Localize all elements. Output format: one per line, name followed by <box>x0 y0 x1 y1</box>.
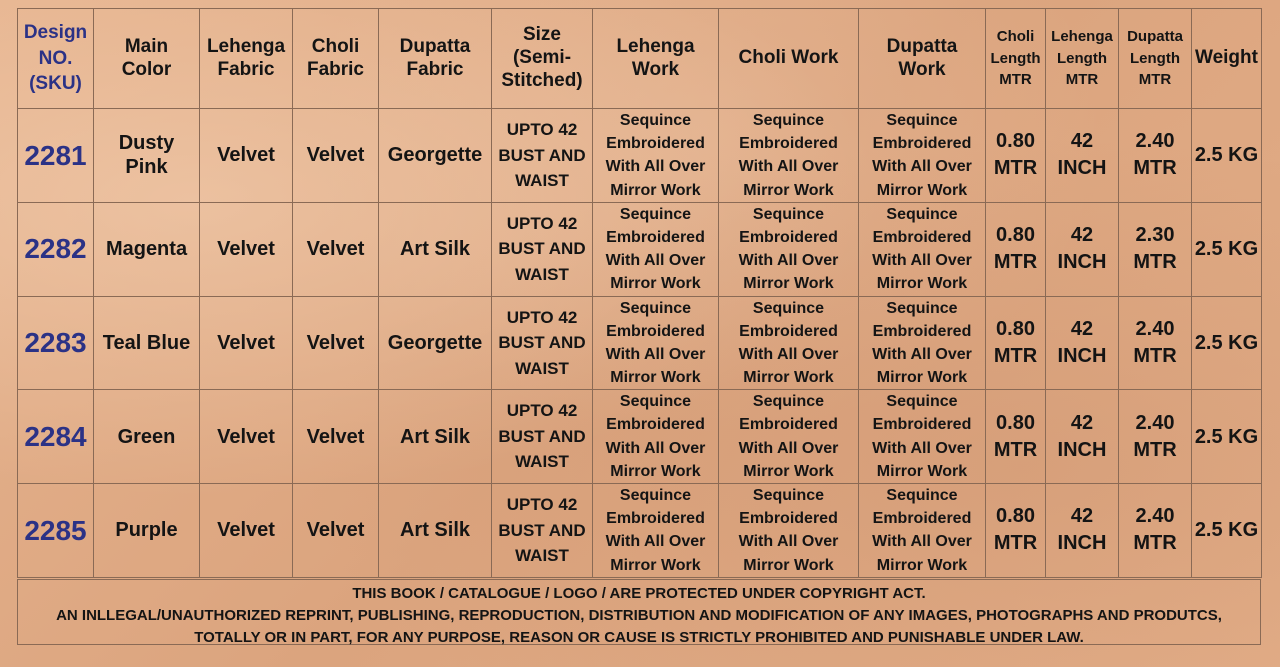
copyright-notice <box>17 579 1261 645</box>
header-choli-fabric: Choli Fabric <box>293 9 379 109</box>
cell-lehenga-work <box>593 390 719 484</box>
cell-choli-fabric <box>293 390 379 484</box>
cell-choli-work <box>719 296 859 390</box>
header-lehenga-work: Lehenga Work <box>593 9 719 109</box>
cell-text: 2.40 MTR <box>1133 317 1177 367</box>
cell-text: Sequince Embroidered With All Over Mirror Work <box>872 205 972 293</box>
cell-size <box>492 484 593 578</box>
cell-text: 42 INCH <box>1057 505 1107 555</box>
notice-line-3: TOTALLY OR IN PART, FOR ANY PURPOSE, REASON OR CAUSE IS STRICTLY PROHIBITED AND PUNISHABLE UNDER LAW. <box>194 628 1084 646</box>
header-lehenga-length: Lehenga Length MTR <box>1046 9 1119 109</box>
cell-text: Art Silk <box>399 425 471 448</box>
cell-text: Sequince Embroidered With All Over Mirror Work <box>872 299 972 387</box>
cell-text: 2285 <box>24 514 87 546</box>
cell-lehenga-fabric <box>200 390 293 484</box>
cell-text: Velvet <box>306 519 365 542</box>
cell-text: Velvet <box>217 519 275 542</box>
cell-dupatta-work <box>859 484 986 578</box>
cell-choli-work <box>719 390 859 484</box>
cell-text: 0.80 MTR <box>993 505 1038 555</box>
table-row <box>18 484 1262 578</box>
cell-dupatta-fabric <box>379 296 492 390</box>
header-design-no: Design NO. (SKU) <box>18 9 94 109</box>
header-choli-length: Choli Length MTR <box>986 9 1046 109</box>
cell-text: 0.80 MTR <box>993 317 1038 367</box>
cell-weight <box>1192 109 1262 203</box>
header-choli-work: Choli Work <box>719 9 859 109</box>
cell-text: 0.80 MTR <box>993 224 1038 274</box>
header-lehenga-fabric: Lehenga Fabric <box>200 9 293 109</box>
cell-weight <box>1192 390 1262 484</box>
cell-choli-length <box>986 109 1046 203</box>
cell-dupatta-work <box>859 202 986 296</box>
cell-text: 2.5 KG <box>1194 425 1259 448</box>
cell-text: UPTO 42 BUST AND WAIST <box>498 213 586 284</box>
cell-main-color <box>94 109 200 203</box>
cell-text: Sequince Embroidered With All Over Mirror Work <box>872 112 972 199</box>
cell-text: 42 INCH <box>1057 411 1107 461</box>
cell-dupatta-work <box>859 296 986 390</box>
cell-text: Teal Blue <box>102 331 191 354</box>
cell-lehenga-work <box>593 109 719 203</box>
cell-text: Georgette <box>387 144 483 167</box>
cell-dupatta-length <box>1119 296 1192 390</box>
cell-text: 2283 <box>24 327 87 359</box>
cell-text: Sequince Embroidered With All Over Mirror Work <box>738 299 839 387</box>
header-size: Size (Semi- Stitched) <box>492 9 593 109</box>
product-spec-table <box>17 8 1262 578</box>
cell-text: Sequince Embroidered With All Over Mirror Work <box>605 393 706 480</box>
cell-lehenga-work <box>593 484 719 578</box>
cell-design-no <box>18 484 94 578</box>
cell-text: Velvet <box>306 331 365 354</box>
cell-text: 42 INCH <box>1057 224 1107 274</box>
cell-main-color <box>94 390 200 484</box>
cell-text: 2282 <box>24 233 87 265</box>
cell-main-color <box>94 202 200 296</box>
cell-text: Sequince Embroidered With All Over Mirror Work <box>605 112 706 199</box>
cell-text: 2.5 KG <box>1194 331 1259 354</box>
cell-choli-work <box>719 109 859 203</box>
cell-lehenga-fabric <box>200 109 293 203</box>
header-main-color: Main Color <box>94 9 200 109</box>
cell-text: UPTO 42 BUST AND WAIST <box>498 495 586 566</box>
cell-choli-length <box>986 296 1046 390</box>
cell-lehenga-work <box>593 296 719 390</box>
cell-choli-length <box>986 202 1046 296</box>
cell-text: Georgette <box>387 331 483 354</box>
cell-choli-length <box>986 484 1046 578</box>
notice-line-1: THIS BOOK / CATALOGUE / LOGO / ARE PROTECTED UNDER COPYRIGHT ACT. <box>352 585 926 602</box>
cell-lehenga-length <box>1046 390 1119 484</box>
cell-text: UPTO 42 BUST AND WAIST <box>498 120 586 191</box>
cell-weight <box>1192 484 1262 578</box>
cell-dupatta-length <box>1119 484 1192 578</box>
notice-line-2: AN INLLEGAL/UNAUTHORIZED REPRINT, PUBLISHING, REPRODUCTION, DISTRIBUTION AND MODIFICATION OF ANY IMAGES, PHOTOGRAPHS AND PRODUTCS, <box>56 606 1222 624</box>
cell-choli-length <box>986 390 1046 484</box>
header-dupatta-work: Dupatta Work <box>859 9 986 109</box>
table-row <box>18 202 1262 296</box>
cell-text: Velvet <box>217 238 275 261</box>
cell-text: Sequince Embroidered With All Over Mirror Work <box>605 205 706 293</box>
cell-design-no <box>18 296 94 390</box>
cell-design-no <box>18 390 94 484</box>
cell-text: 2.5 KG <box>1194 519 1259 542</box>
cell-text: Sequince Embroidered With All Over Mirror Work <box>738 487 839 574</box>
cell-text: Art Silk <box>399 238 471 261</box>
cell-text: Sequince Embroidered With All Over Mirror Work <box>738 205 839 293</box>
cell-dupatta-fabric <box>379 390 492 484</box>
cell-text: Velvet <box>217 144 275 167</box>
cell-main-color <box>94 484 200 578</box>
cell-text: 2.40 MTR <box>1133 130 1177 180</box>
cell-text: 2.40 MTR <box>1133 505 1177 555</box>
cell-text: Velvet <box>217 331 275 354</box>
cell-choli-fabric <box>293 296 379 390</box>
cell-dupatta-fabric <box>379 484 492 578</box>
cell-choli-work <box>719 484 859 578</box>
cell-choli-work <box>719 202 859 296</box>
cell-choli-fabric <box>293 202 379 296</box>
cell-choli-fabric <box>293 484 379 578</box>
cell-text: 2.5 KG <box>1194 144 1259 167</box>
cell-dupatta-length <box>1119 109 1192 203</box>
table-row <box>18 109 1262 203</box>
cell-size <box>492 109 593 203</box>
header-dupatta-fabric: Dupatta Fabric <box>379 9 492 109</box>
cell-text: 2281 <box>24 139 87 171</box>
cell-text: 0.80 MTR <box>993 130 1038 180</box>
cell-text: Velvet <box>217 425 275 448</box>
cell-text: Art Silk <box>399 519 471 542</box>
cell-size <box>492 390 593 484</box>
header-dupatta-length: Dupatta Length MTR <box>1119 9 1192 109</box>
cell-text: Sequince Embroidered With All Over Mirror Work <box>605 299 706 387</box>
cell-size <box>492 202 593 296</box>
cell-text: Velvet <box>306 144 365 167</box>
cell-main-color <box>94 296 200 390</box>
cell-dupatta-work <box>859 109 986 203</box>
cell-text: Sequince Embroidered With All Over Mirror Work <box>738 112 839 199</box>
cell-text: 2.30 MTR <box>1133 224 1177 274</box>
cell-text: UPTO 42 BUST AND WAIST <box>498 401 586 472</box>
cell-weight <box>1192 296 1262 390</box>
cell-text: UPTO 42 BUST AND WAIST <box>498 307 586 378</box>
cell-text: Velvet <box>306 425 365 448</box>
cell-text: 0.80 MTR <box>993 411 1038 461</box>
cell-text: 2284 <box>24 420 87 452</box>
cell-lehenga-length <box>1046 109 1119 203</box>
cell-text: 2.40 MTR <box>1133 411 1177 461</box>
cell-dupatta-fabric <box>379 202 492 296</box>
cell-design-no <box>18 109 94 203</box>
cell-dupatta-fabric <box>379 109 492 203</box>
cell-lehenga-length <box>1046 296 1119 390</box>
cell-text: Sequince Embroidered With All Over Mirror Work <box>738 393 839 480</box>
cell-dupatta-length <box>1119 202 1192 296</box>
header-weight: Weight <box>1192 9 1262 109</box>
cell-text: Sequince Embroidered With All Over Mirror Work <box>872 487 972 574</box>
cell-lehenga-length <box>1046 202 1119 296</box>
cell-text: 2.5 KG <box>1194 238 1259 261</box>
cell-design-no <box>18 202 94 296</box>
cell-text: Green <box>117 425 176 448</box>
cell-text: Sequince Embroidered With All Over Mirror Work <box>605 487 706 574</box>
cell-lehenga-length <box>1046 484 1119 578</box>
cell-weight <box>1192 202 1262 296</box>
cell-lehenga-fabric <box>200 202 293 296</box>
cell-text: Magenta <box>105 238 188 261</box>
cell-dupatta-work <box>859 390 986 484</box>
cell-text: Dusty Pink <box>118 132 175 179</box>
cell-choli-fabric <box>293 109 379 203</box>
cell-text: 42 INCH <box>1057 317 1107 367</box>
cell-text: Velvet <box>306 238 365 261</box>
table-row <box>18 296 1262 390</box>
table-row <box>18 390 1262 484</box>
table-header-row <box>18 9 1262 109</box>
cell-lehenga-work <box>593 202 719 296</box>
cell-lehenga-fabric <box>200 296 293 390</box>
cell-text: Sequince Embroidered With All Over Mirror Work <box>872 393 972 480</box>
cell-size <box>492 296 593 390</box>
cell-text: 42 INCH <box>1057 130 1107 180</box>
cell-dupatta-length <box>1119 390 1192 484</box>
cell-text: Purple <box>115 519 178 542</box>
cell-lehenga-fabric <box>200 484 293 578</box>
